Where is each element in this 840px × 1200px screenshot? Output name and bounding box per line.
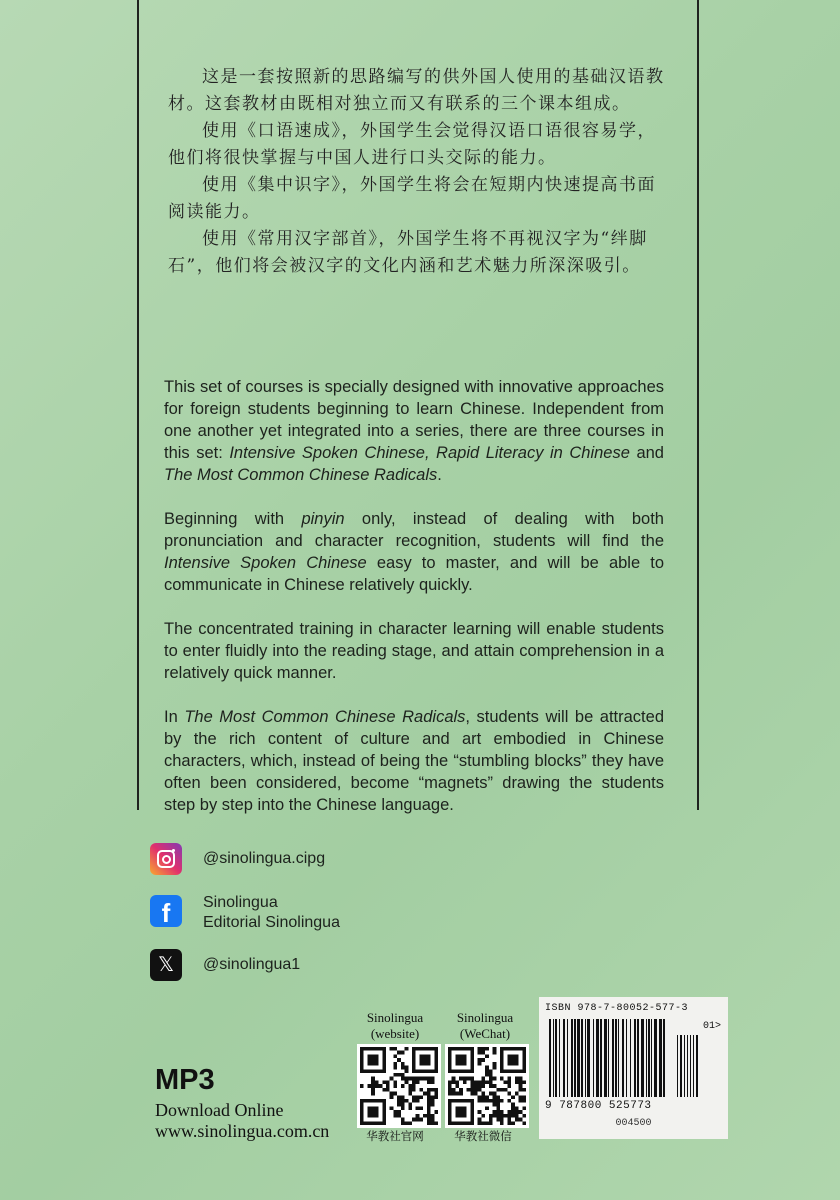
chinese-paragraph: 使用《口语速成》，外国学生会觉得汉语口语很容易学，他们将很快掌握与中国人进行口头交际的能力。 bbox=[168, 121, 656, 168]
download-info bbox=[155, 1100, 329, 1142]
chinese-paragraph: 使用《常用汉字部首》，外国学生将不再视汉字为“绊脚石”，他们将会被汉字的文化内涵和艺术魅力所深深吸引。 bbox=[168, 229, 648, 276]
ean-number: 9 787800 525773 bbox=[545, 1100, 652, 1112]
text: This set of courses is specially designed with innovative approaches for foreign students beginning to learn Chinese. Independent from one another yet integrated into a series, there are three courses in this set: bbox=[164, 378, 664, 462]
barcode-bars bbox=[549, 1019, 699, 1099]
title-italic: Intensive Spoken Chinese bbox=[164, 554, 367, 572]
price-code: 004500 bbox=[615, 1118, 652, 1129]
qr-website-sub: 华教社官网 bbox=[366, 1129, 424, 1143]
text: Beginning with bbox=[164, 510, 302, 528]
x-icon[interactable]: 𝕏 bbox=[150, 949, 182, 981]
frame-right-rule bbox=[697, 0, 699, 810]
qr-wechat-caption bbox=[440, 1010, 530, 1042]
pinyin-italic: pinyin bbox=[301, 510, 345, 528]
qr-wechat-sub: 华教社微信 bbox=[454, 1129, 512, 1143]
text: , students will be attracted by the rich content of culture and art embodied in Chinese characters, which, instead of being the “stumbling blocks” they have often been considered, become “magnets” drawing the students step by step into the Chinese language. bbox=[164, 708, 664, 814]
frame-left-rule bbox=[137, 0, 139, 810]
english-paragraph-1 bbox=[164, 376, 664, 486]
english-paragraph-2 bbox=[164, 508, 664, 596]
text: and bbox=[629, 444, 664, 462]
isbn-barcode bbox=[539, 997, 728, 1139]
english-paragraph-3: The concentrated training in character learning will enable students to enter fluidly into the reading stage, and attain comprehension in a relatively quick manner. bbox=[164, 620, 664, 682]
text: easy to master, and will be able to communicate in Chinese relatively quickly. bbox=[164, 554, 665, 594]
qr-website-caption bbox=[350, 1010, 440, 1042]
qr-caption-line: (website) bbox=[370, 1026, 420, 1041]
qr-caption-line: (WeChat) bbox=[459, 1026, 511, 1041]
download-line: Download Online bbox=[155, 1100, 284, 1120]
chinese-paragraph: 使用《集中识字》，外国学生将会在短期内快速提高书面阅读能力。 bbox=[168, 175, 656, 222]
mp3-label: MP3 bbox=[155, 1064, 215, 1096]
instagram-handle[interactable]: @sinolingua.cipg bbox=[203, 850, 326, 867]
facebook-name[interactable]: Sinolingua bbox=[203, 894, 278, 911]
chinese-paragraph: 这是一套按照新的思路编写的供外国人使用的基础汉语教材。这套教材由既相对独立而又有联系的三个课本组成。 bbox=[168, 67, 665, 114]
facebook-icon[interactable]: f bbox=[150, 895, 182, 927]
title-italic: The Most Common Chinese Radicals bbox=[184, 708, 466, 726]
english-intro bbox=[164, 376, 664, 838]
qr-code-wechat[interactable] bbox=[445, 1044, 529, 1128]
barcode-addon: 01> bbox=[703, 1021, 722, 1032]
isbn-text: ISBN 978-7-80052-577-3 bbox=[545, 1003, 689, 1014]
title-italic: The Most Common Chinese Radicals bbox=[164, 466, 438, 484]
english-paragraph-4 bbox=[164, 706, 664, 816]
text: . bbox=[437, 466, 442, 484]
instagram-icon[interactable] bbox=[150, 843, 182, 875]
title-italic: Intensive Spoken Chinese, Rapid Literacy in Chinese bbox=[229, 444, 630, 462]
text: In bbox=[164, 708, 185, 726]
qr-code-website[interactable] bbox=[357, 1044, 441, 1128]
qr-caption-line: Sinolingua bbox=[366, 1010, 424, 1025]
chinese-intro bbox=[168, 64, 668, 280]
qr-caption-line: Sinolingua bbox=[456, 1010, 514, 1025]
facebook-name-2[interactable]: Editorial Sinolingua bbox=[203, 914, 340, 931]
download-url[interactable]: www.sinolingua.com.cn bbox=[155, 1121, 330, 1141]
x-handle[interactable]: @sinolingua1 bbox=[203, 956, 301, 973]
text: only, instead of dealing with both pronunciation and character recognition, students will find the bbox=[164, 510, 664, 550]
